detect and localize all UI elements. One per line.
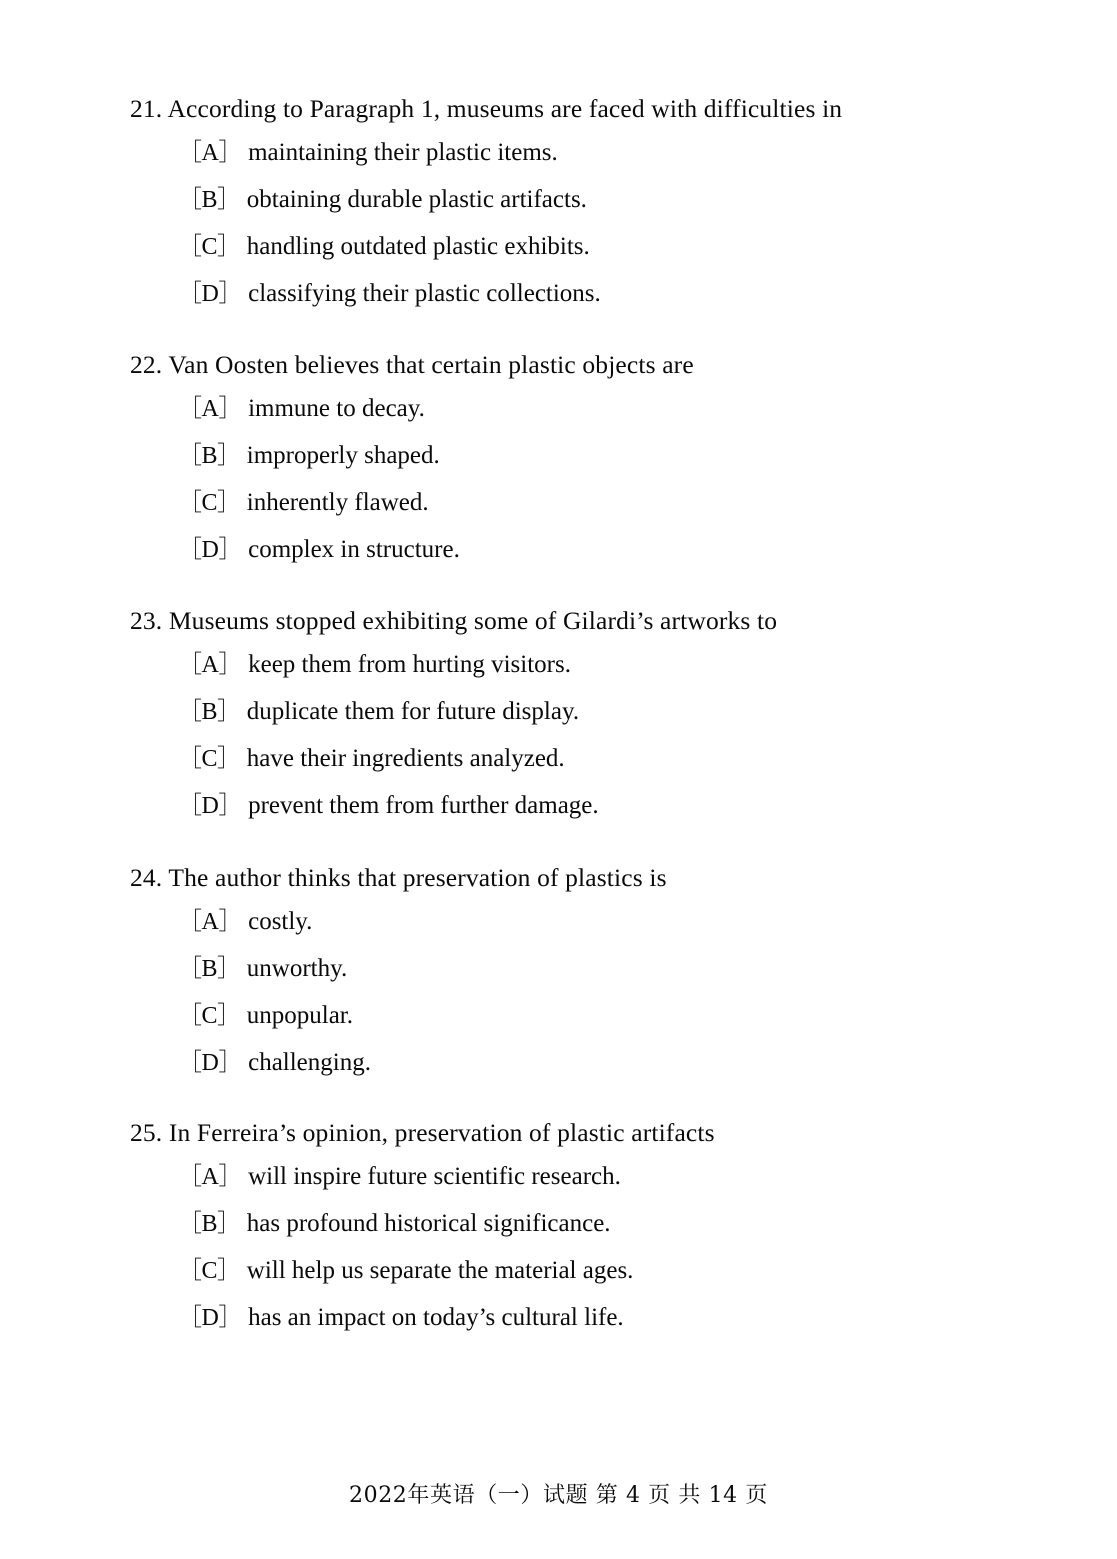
option-text-a: keep them from hurting visitors. — [248, 651, 571, 678]
option-21-b[interactable] — [0, 187, 1117, 212]
option-label-c: ［C］ — [178, 234, 241, 260]
option-22-d[interactable] — [0, 537, 1117, 562]
option-label-d: ［D］ — [178, 1305, 242, 1331]
option-22-b[interactable] — [0, 443, 1117, 468]
option-text-d: prevent them from further damage. — [248, 792, 599, 819]
option-label-a: ［A］ — [178, 1164, 242, 1190]
option-text-b: improperly shaped. — [246, 442, 440, 469]
option-22-c[interactable] — [0, 490, 1117, 515]
option-label-c: ［C］ — [178, 1258, 241, 1284]
option-label-d: ［D］ — [178, 537, 242, 563]
option-label-a: ［A］ — [178, 140, 242, 166]
option-23-c[interactable] — [0, 746, 1117, 771]
option-25-b[interactable] — [0, 1211, 1117, 1236]
option-label-a: ［A］ — [178, 652, 242, 678]
page-footer: 2022年英语（一）试题 第 4 页 共 14 页 — [349, 1483, 768, 1508]
option-label-c: ［C］ — [178, 746, 241, 772]
option-25-d[interactable] — [0, 1305, 1117, 1330]
option-label-d: ［D］ — [178, 1050, 242, 1076]
option-text-d: classifying their plastic collections. — [248, 280, 601, 307]
option-21-d[interactable] — [0, 281, 1117, 306]
question-block-22 — [0, 350, 1117, 563]
option-text-c: unpopular. — [246, 1002, 354, 1029]
option-label-d: ［D］ — [178, 281, 242, 307]
option-text-b: obtaining durable plastic artifacts. — [246, 186, 587, 213]
option-text-a: immune to decay. — [248, 395, 425, 422]
question-block-23 — [0, 606, 1117, 819]
option-label-b: ［B］ — [178, 187, 241, 213]
option-21-a[interactable] — [0, 140, 1117, 165]
option-text-c: handling outdated plastic exhibits. — [246, 233, 590, 260]
option-label-c: ［C］ — [178, 1003, 241, 1029]
option-label-a: ［A］ — [178, 909, 242, 935]
option-24-c[interactable] — [0, 1003, 1117, 1028]
option-text-d: complex in structure. — [248, 536, 460, 563]
option-label-d: ［D］ — [178, 793, 242, 819]
option-label-b: ［B］ — [178, 1211, 241, 1237]
option-text-d: has an impact on today’s cultural life. — [248, 1304, 624, 1331]
option-text-a: will inspire future scientific research. — [248, 1163, 621, 1190]
option-24-a[interactable] — [0, 909, 1117, 934]
option-24-b[interactable] — [0, 956, 1117, 981]
question-stem-22: 22. Van Oosten believes that certain plastic objects are — [130, 350, 694, 379]
option-23-b[interactable] — [0, 699, 1117, 724]
question-stem-24: 24. The author thinks that preservation of plastics is — [130, 863, 667, 892]
option-text-c: have their ingredients analyzed. — [246, 745, 565, 772]
option-22-a[interactable] — [0, 396, 1117, 421]
question-stem-25: 25. In Ferreira’s opinion, preservation of plastic artifacts — [130, 1118, 715, 1147]
option-text-a: maintaining their plastic items. — [248, 139, 558, 166]
option-text-d: challenging. — [248, 1049, 371, 1076]
option-text-b: unworthy. — [246, 955, 348, 982]
option-21-c[interactable] — [0, 234, 1117, 259]
option-text-a: costly. — [248, 908, 313, 935]
question-stem-21: 21. According to Paragraph 1, museums are faced with difficulties in — [130, 94, 843, 123]
option-text-b: has profound historical significance. — [246, 1210, 611, 1237]
option-label-a: ［A］ — [178, 396, 242, 422]
option-25-a[interactable] — [0, 1164, 1117, 1189]
option-label-b: ［B］ — [178, 699, 241, 725]
option-text-c: will help us separate the material ages. — [246, 1257, 634, 1284]
option-25-c[interactable] — [0, 1258, 1117, 1283]
option-label-c: ［C］ — [178, 490, 241, 516]
question-block-24 — [0, 863, 1117, 1076]
option-label-b: ［B］ — [178, 443, 241, 469]
question-block-21 — [0, 94, 1117, 307]
option-text-c: inherently flawed. — [246, 489, 429, 516]
question-stem-23: 23. Museums stopped exhibiting some of Gilardi’s artworks to — [130, 606, 778, 635]
question-block-25 — [0, 1118, 1117, 1331]
option-23-a[interactable] — [0, 652, 1117, 677]
option-24-d[interactable] — [0, 1050, 1117, 1075]
option-label-b: ［B］ — [178, 956, 241, 982]
option-text-b: duplicate them for future display. — [246, 698, 580, 725]
option-23-d[interactable] — [0, 793, 1117, 818]
